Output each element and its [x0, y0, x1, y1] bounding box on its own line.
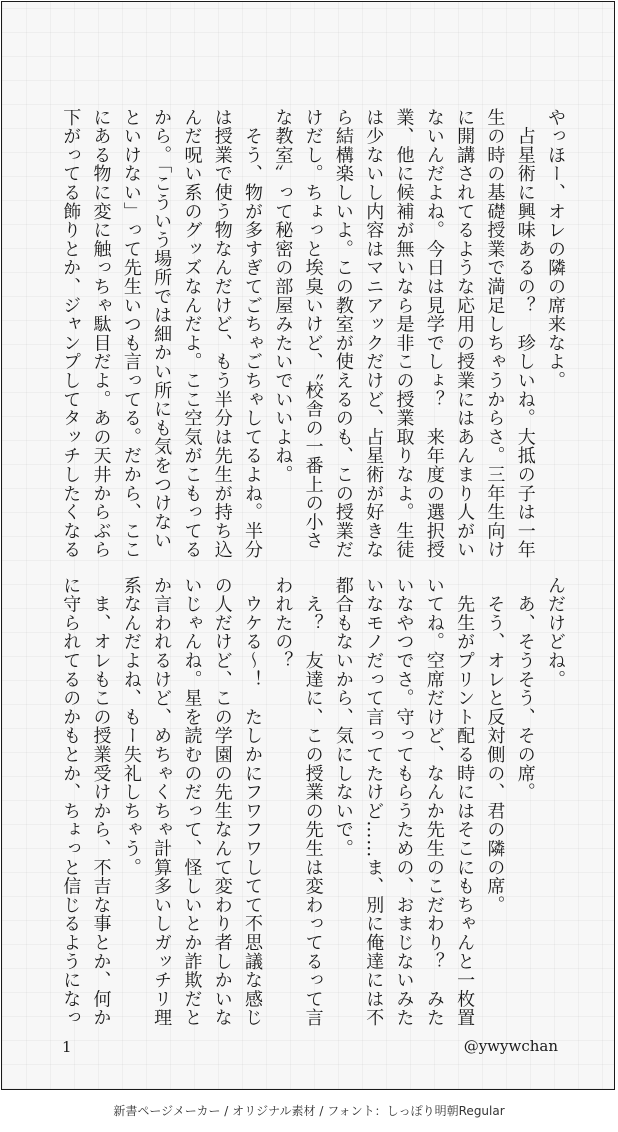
text-line: そう、物が多すぎてごちゃごちゃしてるよね。半分	[242, 108, 264, 560]
text-block-top	[55, 108, 570, 560]
text-line: ないんだよね。今日は見学でしょ？ 来年度の選択授	[423, 108, 445, 560]
text-line: は少ないし内容はマニアックだけど、占星術が好きな	[363, 108, 385, 560]
text-line: やっほー、オレの隣の席来なよ。	[545, 108, 566, 390]
text-line: ま、オレもこの授業受けから、不吉な事とか、何か	[90, 576, 112, 1028]
text-line: そう、オレと反対側の、君の隣の席。	[484, 576, 506, 915]
text-line: から。「こういう場所では細かい所にも気をつけない	[151, 108, 173, 551]
text-line: ウケる～！ たしかにフワフワしてて不思議な感じ	[242, 576, 264, 1028]
text-line: いなモノだって言ってたけど……ま、別に俺達には不	[363, 576, 385, 1028]
text-line: われたの？	[272, 576, 294, 670]
text-line: 都合もないから、気にしないで。	[332, 576, 354, 858]
text-line: 下がってる飾りとか、ジャンプしてタッチしたくなる	[60, 108, 82, 560]
text-line: 先生がプリント配る時にはそこにもちゃんと一枚置	[454, 576, 476, 1028]
text-line: いじゃんね。星を読むのだって、怪しいとか詐欺だと	[181, 576, 203, 1028]
author-handle: @ywywchan	[463, 1037, 558, 1055]
credit-line: 新書ページメーカー / オリジナル素材 / フォント：しっぽり明朝Regular	[113, 1104, 505, 1118]
text-line: いてね。空席だけど、なんか先生のこだわり？ みた	[423, 576, 445, 1028]
text-line: か言われるけど、めちゃくちゃ計算多いしガッチリ理	[151, 576, 173, 1028]
book-page	[1, 1, 615, 1090]
text-line: 業、他に候補が無いなら是非この授業取りなよ。生徒	[393, 108, 415, 560]
text-line: にある物に変に触っちゃ駄目だよ。あの天井からぶら	[90, 108, 112, 560]
text-line: といけない」って先生いつも言ってる。だから、ここ	[120, 108, 142, 560]
text-line: 系なんだよね、もー失礼しちゃう。	[120, 576, 142, 877]
text-line: あ、そうそう、その席。	[514, 576, 536, 802]
text-line: ら結構楽しいよ。この教室が使えるのも、この授業だ	[332, 108, 354, 560]
text-line: んだ呪い系のグッズなんだよ。ここ空気がこもってる	[181, 108, 203, 560]
text-line: に守られてるのかもとか、ちょっと信じるようになっ	[60, 576, 82, 1028]
text-line: んだけどね。	[545, 576, 566, 689]
text-line: いなやつでさ。守ってもらうための、おまじないみた	[393, 576, 415, 1028]
text-line: に開講されてるような応用の授業にはあんまり人がい	[454, 108, 476, 560]
text-line: 生の時の基礎授業で満足しちゃうからさ。三年生向け	[484, 108, 506, 560]
text-line: けだし。ちょっと埃臭いけど、〝校舎の一番上の小さ	[302, 108, 324, 551]
text-line: は授業で使う物なんだけど、もう半分は先生が持ち込	[211, 108, 233, 560]
text-block-bottom	[55, 576, 570, 1028]
page-number: 1	[62, 1038, 72, 1056]
text-line: な教室〟って秘密の部屋みたいでいいよね。	[272, 108, 294, 484]
text-line: の人だけど、この学園の先生なんて変わり者しかいな	[211, 576, 233, 1028]
text-line: 占星術に興味あるの？ 珍しいね。大抵の子は一年	[514, 108, 536, 560]
text-line: え？ 友達に、この授業の先生は変わってるって言	[302, 576, 324, 1028]
